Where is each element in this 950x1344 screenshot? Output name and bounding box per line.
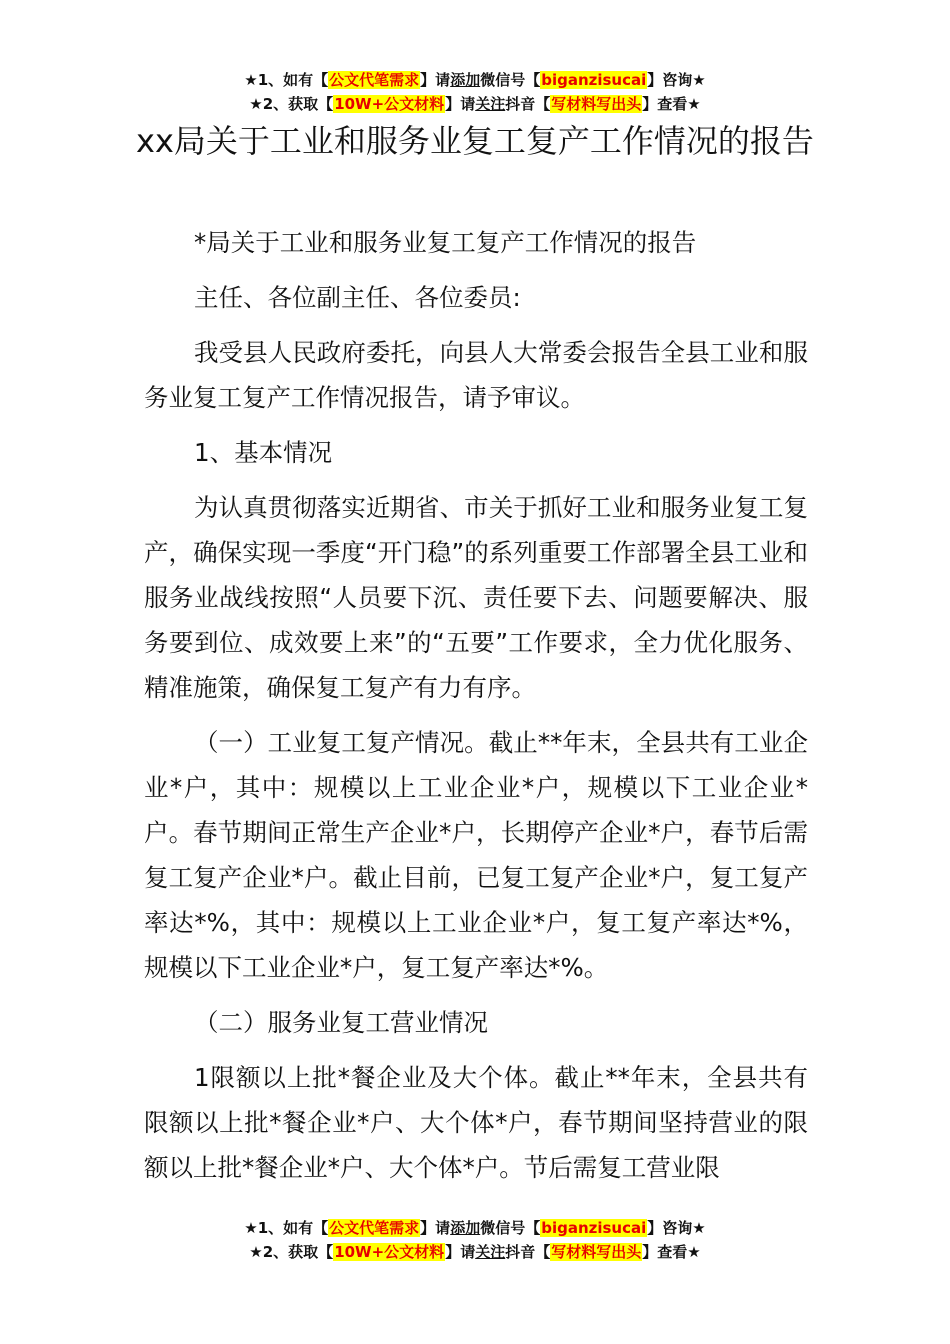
banner-text: 】请	[445, 1243, 476, 1261]
banner-line-1	[0, 68, 950, 92]
paragraph-subtitle: *局关于工业和服务业复工复产工作情况的报告	[194, 228, 697, 257]
document-title: xx局关于工业和服务业复工复产工作情况的报告	[136, 122, 814, 160]
document-body	[144, 220, 808, 1200]
banner-text: 微信号【	[480, 1219, 541, 1237]
highlight-douyin: 写材料写出头	[551, 95, 642, 113]
banner-text: ★2、获取【	[249, 95, 334, 113]
highlight-wechat-id: biganzisucai	[541, 71, 647, 89]
banner-text: 】查看★	[642, 1243, 701, 1261]
highlight-service: 公文代笔需求	[329, 71, 420, 89]
paragraph-salutation: 主任、各位副主任、各位委员:	[194, 283, 521, 312]
highlight-materials: 10W+公文材料	[334, 95, 445, 113]
banner-text: 微信号【	[480, 71, 541, 89]
banner-text: ★2、获取【	[249, 1243, 334, 1261]
header-banner	[0, 68, 950, 116]
banner-text: 】请	[420, 1219, 451, 1237]
banner-text: 】咨询★	[647, 71, 706, 89]
banner-text: 】请	[420, 71, 451, 89]
banner-text: 抖音【	[505, 1243, 551, 1261]
highlight-materials: 10W+公文材料	[334, 1243, 445, 1261]
banner-text: 抖音【	[505, 95, 551, 113]
highlight-douyin: 写材料写出头	[551, 1243, 642, 1261]
section-heading-basic: 1、基本情况	[194, 438, 333, 467]
banner-text: 】咨询★	[647, 1219, 706, 1237]
banner-underlined: 添加	[450, 71, 481, 89]
banner-line-2	[0, 1240, 950, 1264]
banner-text: ★1、如有【	[244, 1219, 329, 1237]
banner-underlined: 关注	[475, 1243, 506, 1261]
banner-underlined: 关注	[475, 95, 506, 113]
highlight-service: 公文代笔需求	[329, 1219, 420, 1237]
banner-line-1	[0, 1216, 950, 1240]
banner-line-2	[0, 92, 950, 116]
paragraph-overview: 为认真贯彻落实近期省、市关于抓好工业和服务业复工复产，确保实现一季度“开门稳”的系列重要工作部署全县工业和服务业战线按照“人员要下沉、责任要下去、问题要解决、服务要到位、成效要上来”的“五要”工作要求，全力优化服务、精准施策，确保复工复产有力有序。	[144, 493, 808, 702]
paragraph-intro: 我受县人民政府委托，向县人大常委会报告全县工业和服务业复工复产工作情况报告，请予审议。	[144, 338, 808, 412]
paragraph-industry: （一）工业复工复产情况。截止**年末，全县共有工业企业*户，其中：规模以上工业企业*户，规模以下工业企业*户。春节期间正常生产企业*户，长期停产企业*户，春节后需复工复产企业*户。截止目前，已复工复产企业*户，复工复产率达*%，其中：规模以上工业企业*户，复工复产率达*%，规模以下工业企业*户，复工复产率达*%。	[144, 728, 808, 982]
banner-text: 】查看★	[642, 95, 701, 113]
section-heading-services: （二）服务业复工营业情况	[194, 1008, 488, 1037]
banner-underlined: 添加	[450, 1219, 481, 1237]
paragraph-retail: 1限额以上批*餐企业及大个体。截止**年末，全县共有限额以上批*餐企业*户、大个体*户，春节期间坚持营业的限额以上批*餐企业*户、大个体*户。节后需复工营业限	[144, 1063, 808, 1182]
footer-banner	[0, 1216, 950, 1264]
banner-text: 】请	[445, 95, 476, 113]
highlight-wechat-id: biganzisucai	[541, 1219, 647, 1237]
banner-text: ★1、如有【	[244, 71, 329, 89]
